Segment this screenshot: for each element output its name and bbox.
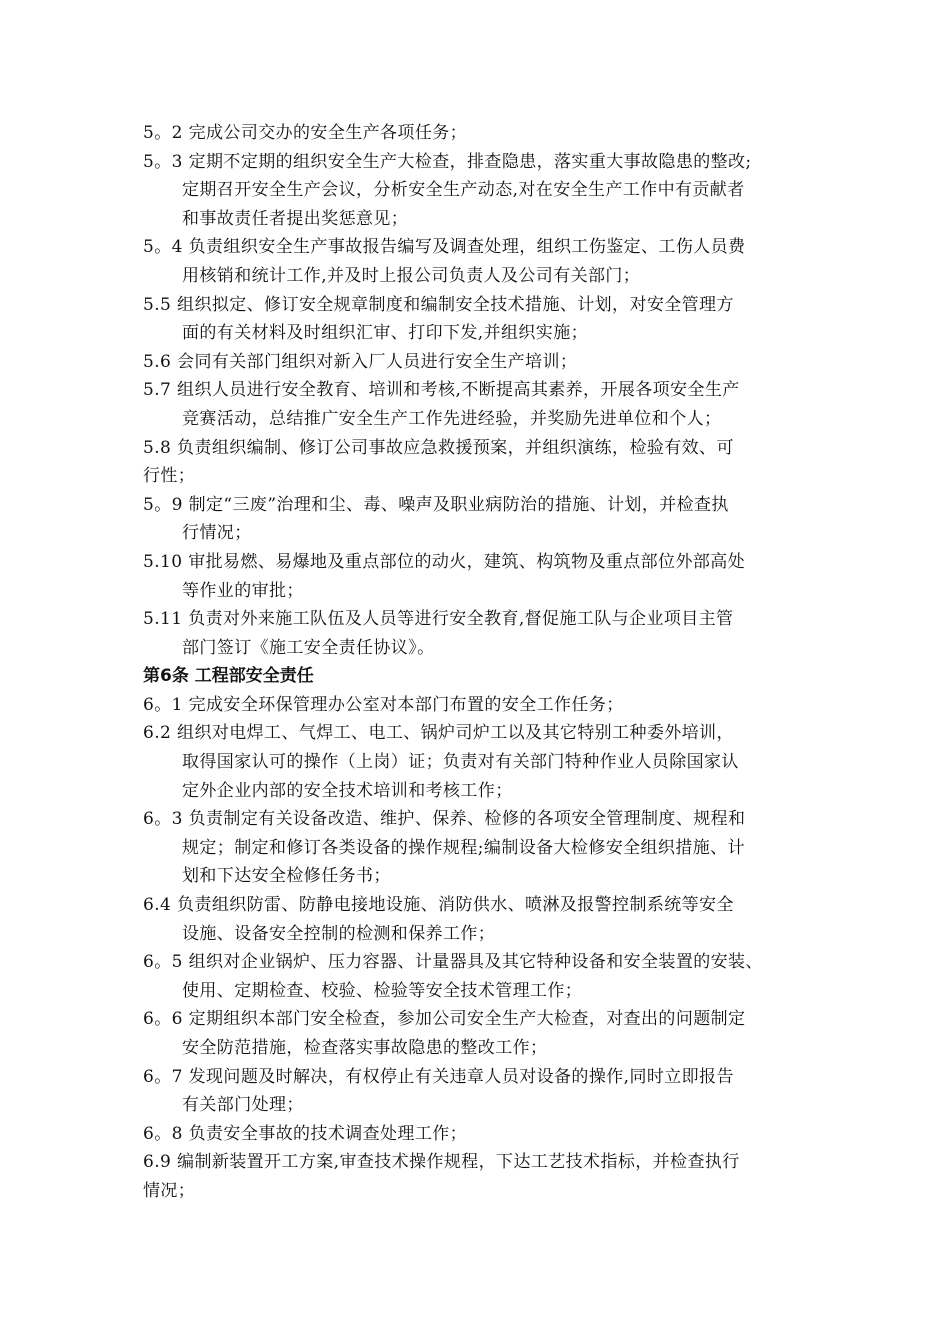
clause-line: 6.2 组织对电焊工、气焊工、电工、锅炉司炉工以及其它特别工种委外培训， <box>143 723 734 744</box>
clause-line: 使用、定期检查、校验、检验等安全技术管理工作； <box>182 980 583 1001</box>
clause-5-3 <box>143 148 833 234</box>
clause-line: 面的有关材料及时组织汇审、打印下发,并组织实施； <box>182 323 589 344</box>
clause-6-4 <box>143 891 833 948</box>
document-body <box>143 119 833 1206</box>
clause-line: 安全防范措施，检查落实事故隐患的整改工作； <box>182 1038 548 1058</box>
clause-line: 6。7 发现问题及时解决，有权停止有关违章人员对设备的操作,同时立即报告 <box>143 1066 734 1087</box>
clause-line: 部门签订《施工安全责任协议》。 <box>182 637 435 658</box>
clause-line: 6。6 定期组织本部门安全检查，参加公司安全生产大检查，对查出的问题制定 <box>143 1009 746 1030</box>
clause-5-8 <box>143 434 833 491</box>
clause-line: 竞赛活动，总结推广安全生产工作先进经验，并奖励先进单位和个人； <box>182 408 722 429</box>
clause-line: 用核销和统计工作,并及时上报公司负责人及公司有关部门； <box>182 265 641 286</box>
clause-line: 取得国家认可的操作（上岗）证；负责对有关部门特种作业人员除国家认 <box>182 752 739 773</box>
clause-line: 行情况； <box>182 523 252 544</box>
clause-line: 等作业的审批； <box>182 580 304 601</box>
clause-line: 6。1 完成安全环保管理办公室对本部门布置的安全工作任务； <box>143 694 624 715</box>
clause-6-1 <box>143 691 833 720</box>
clause-5-9 <box>143 491 833 548</box>
clause-line: 6。8 负责安全事故的技术调查处理工作； <box>143 1123 468 1144</box>
clause-line: 6.9 编制新装置开工方案,审查技术操作规程，下达工艺技术指标，并检查执行 <box>143 1152 740 1173</box>
clause-line: 设施、设备安全控制的检测和保养工作； <box>182 923 496 944</box>
clause-6-6 <box>143 1005 833 1062</box>
clause-line: 6。3 负责制定有关设备改造、维护、保养、检修的各项安全管理制度、规程和 <box>143 809 746 830</box>
clause-line: 5.5 组织拟定、修订安全规章制度和编制安全技术措施、计划，对安全管理方 <box>143 294 734 315</box>
clause-line: 6.4 负责组织防雷、防静电接地设施、消防供水、喷淋及报警控制系统等安全 <box>143 895 734 916</box>
clause-line: 5。4 负责组织安全生产事故报告编写及调查处理，组织工伤鉴定、工伤人员费 <box>143 237 746 258</box>
clause-line: 5。9 制定“三废”治理和尘、毒、噪声及职业病防治的措施、计划，并检查执 <box>143 494 729 515</box>
clause-line: 和事故责任者提出奖惩意见； <box>182 208 409 229</box>
clause-line: 定外企业内部的安全技术培训和考核工作； <box>182 780 513 801</box>
clause-line: 5。3 定期不定期的组织安全生产大检查，排查隐患，落实重大事故隐患的整改; <box>143 151 752 172</box>
clause-line: 划和下达安全检修任务书； <box>182 866 391 887</box>
clause-6-2 <box>143 719 833 805</box>
section-6-heading: 第6条 工程部安全责任 <box>143 666 314 687</box>
clause-6-9 <box>143 1148 833 1205</box>
clause-5-7 <box>143 376 833 433</box>
clause-line: 5。2 完成公司交办的安全生产各项任务； <box>143 123 468 143</box>
clause-line: 5.8 负责组织编制、修订公司事故应急救援预案，并组织演练，检验有效、可 <box>143 437 734 458</box>
clause-5-11 <box>143 605 833 662</box>
clause-5-5 <box>143 291 833 348</box>
clause-line: 5.7 组织人员进行安全教育、培训和考核,不断提高其素养，开展各项安全生产 <box>143 380 740 401</box>
clause-6-7 <box>143 1063 833 1120</box>
clause-line: 6。5 组织对企业锅炉、压力容器、计量器具及其它特种设备和安全装置的安装、 <box>143 952 763 973</box>
clause-line: 情况； <box>143 1180 196 1201</box>
clause-6-3 <box>143 805 833 891</box>
clause-line: 行性； <box>143 466 196 487</box>
clause-line: 规定；制定和修订各类设备的操作规程;编制设备大检修安全组织措施、计 <box>182 837 745 858</box>
clause-line: 5.11 负责对外来施工队伍及人员等进行安全教育,督促施工队与企业项目主管 <box>143 609 734 630</box>
clause-5-4 <box>143 233 833 290</box>
clause-line: 5.10 审批易燃、易爆地及重点部位的动火，建筑、构筑物及重点部位外部高处 <box>143 551 746 572</box>
clause-5-10 <box>143 548 833 605</box>
clause-line: 有关部门处理； <box>182 1095 304 1116</box>
clause-6-8 <box>143 1120 833 1149</box>
clause-6-5 <box>143 948 833 1005</box>
clause-line: 5.6 会同有关部门组织对新入厂人员进行安全生产培训； <box>143 351 578 372</box>
clause-5-6 <box>143 348 833 377</box>
clause-line: 定期召开安全生产会议，分析安全生产动态,对在安全生产工作中有贡献者 <box>182 180 745 201</box>
clause-5-2 <box>143 119 833 148</box>
